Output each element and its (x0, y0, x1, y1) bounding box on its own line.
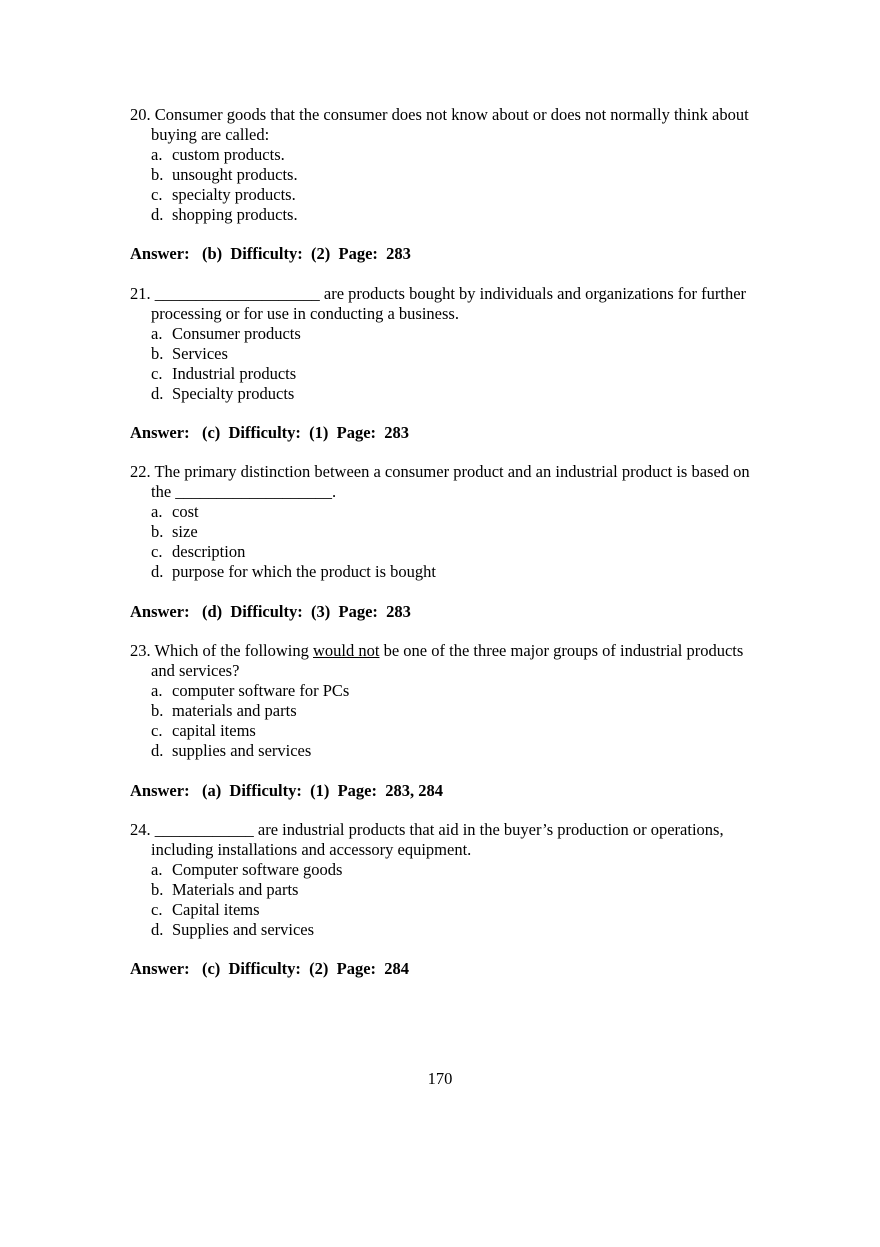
answer-key-20: Answer: (b) Difficulty: (2) Page: 283 (130, 244, 411, 263)
question-stem: ____________ are industrial products that aid in the buyer’s production or operations, including installations and accessory equipment. (151, 820, 724, 859)
question-stem: The primary distinction between a consumer product and an industrial product is based on the ___________________. (151, 462, 750, 501)
question-24 (130, 820, 760, 940)
choice-list (130, 145, 760, 225)
question-23 (130, 641, 760, 761)
question-stem: Which of the following would not be one of the three major groups of industrial products and services? (151, 641, 744, 680)
choice-list (130, 681, 760, 761)
question-number: 20. (130, 105, 151, 124)
choice-c: c. specialty products. (151, 185, 296, 204)
choice-c: c. description (151, 542, 246, 561)
choice-c: c. capital items (151, 721, 256, 740)
choice-a: a. Consumer products (151, 324, 301, 343)
choice-a: a. cost (151, 502, 199, 521)
choice-b: b. Services (151, 344, 228, 363)
choice-c: c. Industrial products (151, 364, 297, 383)
choice-b: b. materials and parts (151, 701, 297, 720)
answer-key-22: Answer: (d) Difficulty: (3) Page: 283 (130, 602, 411, 621)
choice-b: b. size (151, 522, 198, 541)
page-number: 170 (427, 1069, 453, 1088)
emphasis-underline: would not (313, 641, 380, 660)
choice-d: d. supplies and services (151, 741, 312, 760)
question-number: 23. (130, 641, 151, 660)
choice-list (130, 502, 760, 582)
choice-b: b. Materials and parts (151, 880, 299, 899)
question-number: 22. (130, 462, 151, 481)
choice-d: d. shopping products. (151, 205, 298, 224)
question-number: 21. (130, 284, 151, 303)
choice-a: a. custom products. (151, 145, 285, 164)
choice-a: a. Computer software goods (151, 860, 343, 879)
choice-c: c. Capital items (151, 900, 260, 919)
choice-b: b. unsought products. (151, 165, 298, 184)
question-21 (130, 284, 760, 404)
answer-key-23: Answer: (a) Difficulty: (1) Page: 283, 284 (130, 781, 443, 800)
choice-a: a. computer software for PCs (151, 681, 350, 700)
question-stem: ____________________ are products bought by individuals and organizations for further processing or for use in conducting a business. (151, 284, 747, 323)
question-stem: Consumer goods that the consumer does not know about or does not normally think about buying are called: (151, 105, 749, 144)
choice-d: d. purpose for which the product is bought (151, 562, 436, 581)
choice-list (130, 324, 760, 404)
question-20 (130, 105, 760, 225)
choice-d: d. Supplies and services (151, 920, 315, 939)
choice-list (130, 860, 760, 940)
choice-d: d. Specialty products (151, 384, 295, 403)
question-22 (130, 462, 760, 582)
answer-key-21: Answer: (c) Difficulty: (1) Page: 283 (130, 423, 410, 442)
answer-key-24: Answer: (c) Difficulty: (2) Page: 284 (130, 959, 410, 978)
question-number: 24. (130, 820, 151, 839)
